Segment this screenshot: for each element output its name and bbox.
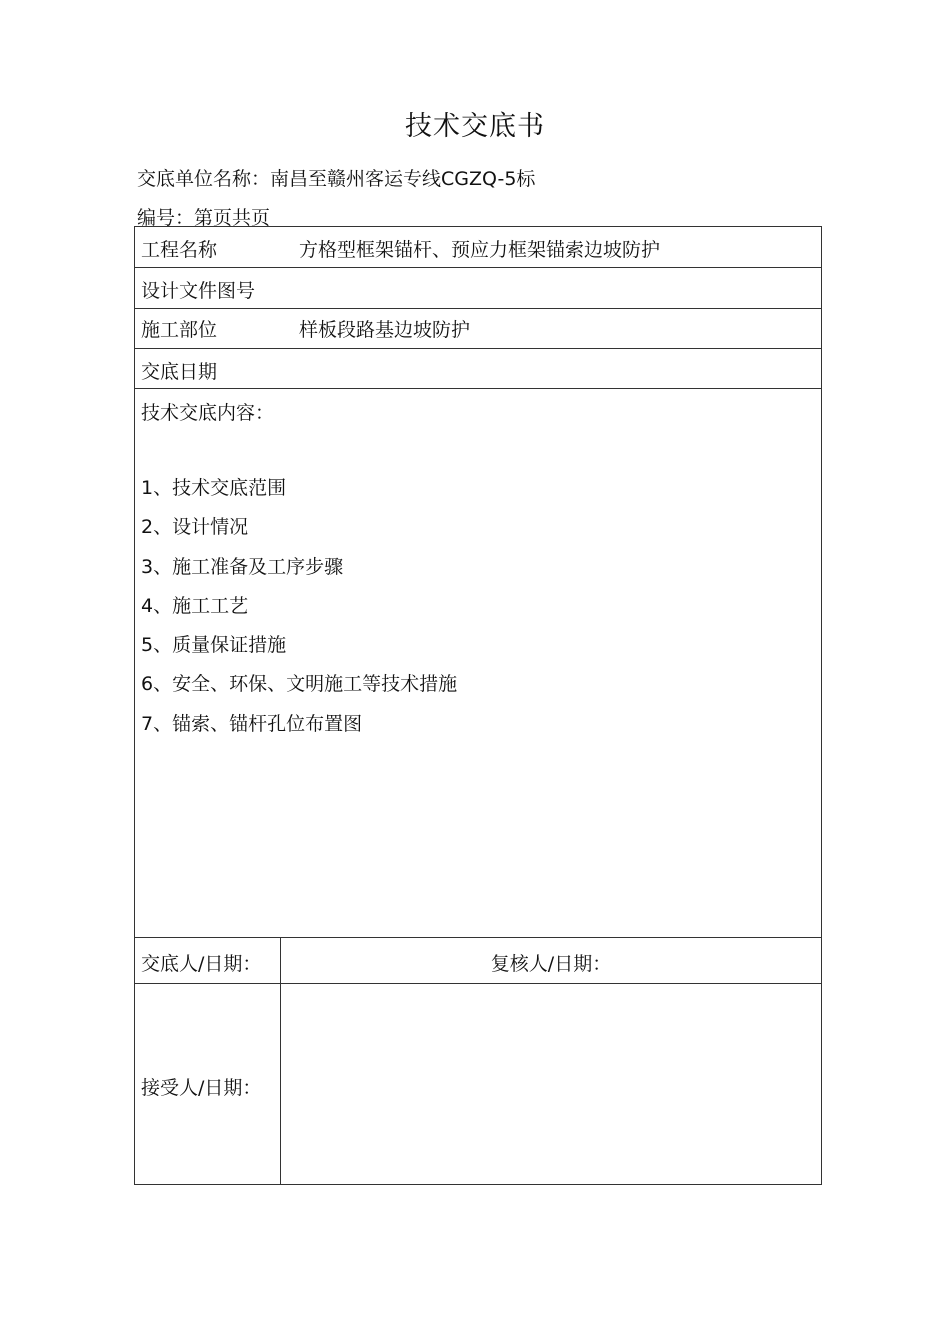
list-item: 6、安全、环保、文明施工等技术措施: [141, 673, 458, 696]
date-label: 交底日期: [141, 361, 218, 383]
row-design-doc: [135, 268, 821, 309]
list-item: 3、施工准备及工序步骤: [141, 555, 344, 578]
list-item: 2、设计情况: [141, 516, 249, 539]
receiver-label: 接受人/日期：: [141, 1077, 262, 1099]
project-name-label: 工程名称: [141, 239, 218, 261]
content-heading: 技术交底内容：: [141, 402, 275, 424]
discloser-label: 交底人/日期：: [141, 953, 262, 975]
list-item: 5、质量保证措施: [141, 634, 287, 657]
serial-number-line: 编号：第页共页: [137, 207, 271, 229]
document-title: 技术交底书: [405, 111, 545, 142]
row-signatures: [135, 938, 821, 984]
reviewer-label: 复核人/日期：: [490, 953, 612, 975]
list-item: 4、施工工艺: [141, 594, 249, 617]
row-receiver: [135, 984, 821, 1184]
column-divider: [280, 984, 281, 1184]
row-construction-location: [135, 309, 821, 349]
disclosure-form: [134, 226, 822, 1185]
row-project-name: [135, 227, 821, 268]
project-name-value: 方格型框架锚杆、预应力框架锚索边坡防护: [299, 239, 661, 261]
location-value: 样板段路基边坡防护: [299, 319, 471, 341]
row-disclosure-date: [135, 349, 821, 389]
list-item: 7、锚索、锚杆孔位布置图: [141, 712, 363, 735]
location-label: 施工部位: [141, 319, 218, 341]
list-item: 1、技术交底范围: [141, 477, 287, 499]
row-disclosure-content: [135, 389, 821, 938]
content-list: [141, 476, 457, 751]
unit-name-line: 交底单位名称：南昌至赣州客运专线CGZQ-5标: [137, 168, 536, 190]
design-doc-label: 设计文件图号: [141, 280, 256, 302]
